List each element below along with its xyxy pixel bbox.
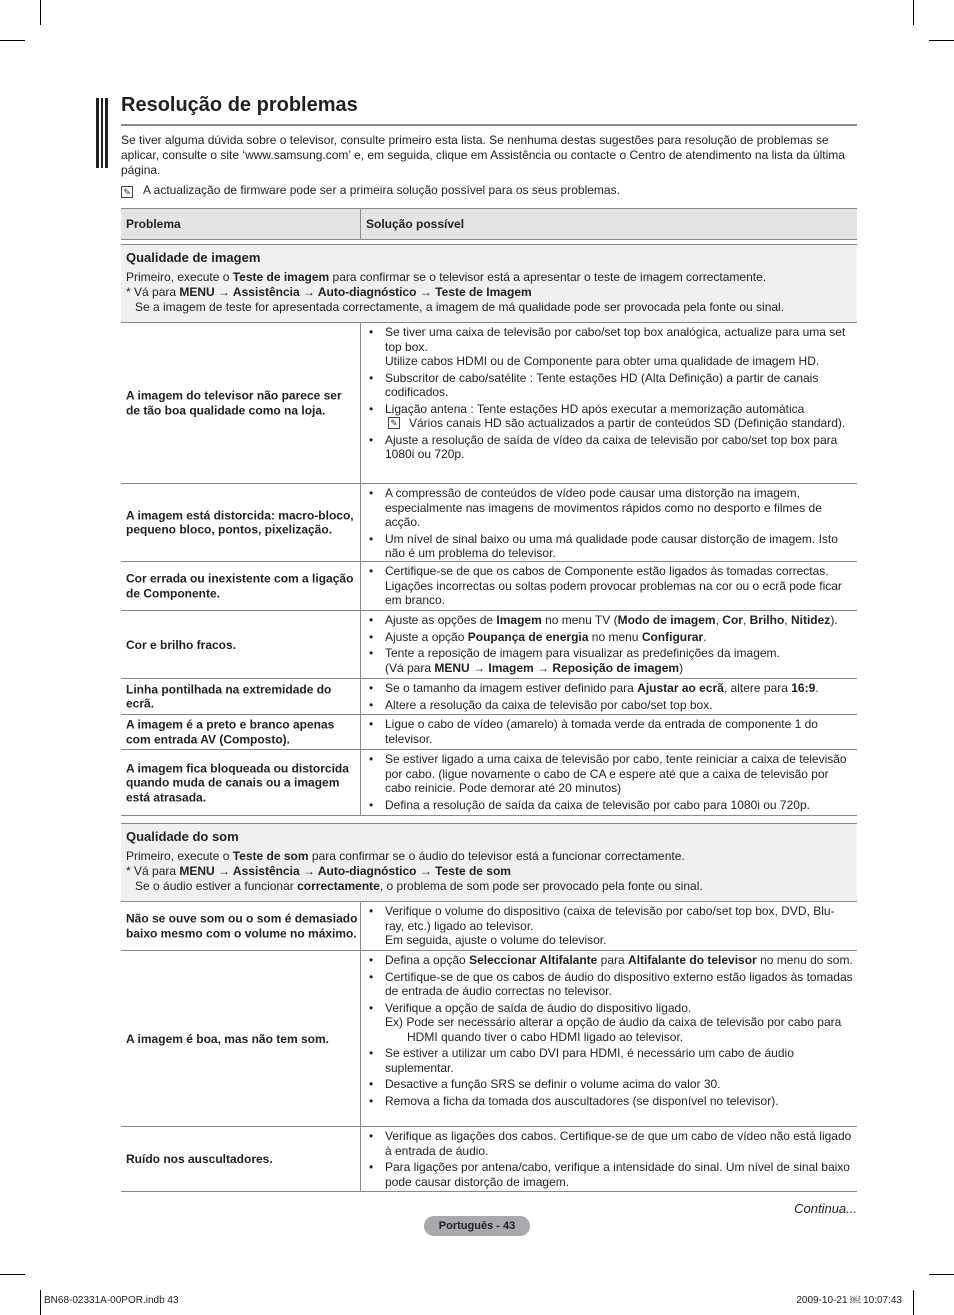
- crop-mark: [913, 1290, 914, 1315]
- solution-list: • Ajuste as opções de Imagem no menu TV (Modo de imagem, Cor, Brilho, Nitidez). • Ajuste a opção Poupança de energia no menu Configurar. • Tente a reposição de imagem para visualizar as predefinições da imagem. (Vá para MENU → Imagem → Reposição de imagem): [368, 613, 853, 677]
- firmware-note: [121, 183, 857, 198]
- title-decoration-bar: [96, 98, 99, 168]
- continued-label: Continua...: [794, 1201, 857, 1216]
- problem-text: Ruído nos auscultadores.: [126, 1151, 273, 1166]
- problem-text: Cor e brilho fracos.: [126, 637, 237, 652]
- section-title: Qualidade de imagem: [126, 250, 261, 265]
- solution-list: • Se estiver ligado a uma caixa de televisão por cabo, tente reiniciar a caixa de televisão por cabo. (ligue novamente o cabo de CA e espere até que a caixa de televisão por cabo reinicie. Pode demorar até 20 minutos) • Defina a resolução de saída da caixa de televisão por cabo para 1080i ou 720p.: [368, 752, 853, 814]
- table-row: [121, 484, 857, 562]
- crop-mark: [929, 40, 954, 41]
- table-row: [121, 322, 857, 484]
- crop-mark: [40, 0, 41, 25]
- section-line: Primeiro, execute o Teste de som para confirmar se o áudio do televisor está a funcionar correctamente.: [126, 849, 685, 863]
- section-line: * Vá para MENU → Assistência → Auto-diagnóstico → Teste de Imagem: [126, 285, 532, 299]
- table-row: [121, 750, 857, 816]
- problem-text: A imagem fica bloqueada ou distorcida quando muda de canais ou a imagem está atrasada.: [126, 760, 349, 804]
- section-line: Se o áudio estiver a funcionar correctamente, o problema de som pode ser provocado pela fonte ou sinal.: [135, 879, 703, 893]
- problem-text: A imagem é boa, mas não tem som.: [126, 1031, 329, 1046]
- section-picture-quality: [121, 244, 857, 322]
- footer-file: BN68-02331A-00POR.indb 43: [44, 1295, 179, 1306]
- solution-list: • Certifique-se de que os cabos de Componente estão ligados às tomadas correctas. Ligações incorrectas ou soltas podem provocar problemas na cor ou o ecrã pode ficar em branco.: [368, 564, 853, 610]
- intro-text: Se tiver alguma dúvida sobre o televisor, consulte primeiro esta lista. Se nenhuma destas sugestões para resolução de problemas se aplicar, consulte o site ‘www.samsung.com’ e, em seguida, clique em Assistência ou contacte o Centro de atendimento na lista da última página.: [121, 133, 845, 177]
- table-row: [121, 901, 857, 951]
- solution-list: • A compressão de conteúdos de vídeo pode causar uma distorção na imagem, especialmente nas imagens de movimentos rápidos como no desporto e filmes de acção. • Um nível de sinal baixo ou uma má qualidade pode causar distorção de imagem. Isto não é um problema do televisor.: [368, 486, 853, 563]
- crop-mark: [913, 0, 914, 25]
- memo-note-icon: ✎: [121, 186, 133, 198]
- solution-list: • Verifique as ligações dos cabos. Certifique-se de que um cabo de vídeo não está ligado à entrada de áudio. • Para ligações por antena/cabo, verifique a intensidade do sinal. Um nível de sinal baixo pode causar distorção de imagem.: [368, 1129, 853, 1191]
- section-line: Primeiro, execute o Teste de imagem para confirmar se o televisor está a apresentar o teste de imagem correctamente.: [126, 270, 767, 284]
- crop-mark: [929, 1274, 954, 1275]
- memo-note-icon: ✎: [388, 417, 400, 429]
- table-header: [121, 208, 857, 240]
- solution-list: • Se tiver uma caixa de televisão por cabo/set top box analógica, actualize para uma set top box. Utilize cabos HDMI ou de Componente para obter uma qualidade de imagem HD. • Subscritor de cabo/satélite : Tente estações HD (Alta Definição) a partir de canais codificados. • Ligação antena : Tente estações HD após executar a memorização automática ✎ Vários canais HD são actualizados a partir de conteúdos SD (Definição standard). • Ajuste a resolução de saída de vídeo da caixa de televisão por cabo/set top box para 1080i ou 720p.: [368, 325, 853, 464]
- header-solution: Solução possível: [366, 217, 465, 231]
- page-number-badge: Português - 43: [424, 1216, 530, 1236]
- page-title: Resolução de problemas: [121, 94, 358, 116]
- title-decoration-bar: [105, 98, 108, 168]
- section-sound-quality: [121, 823, 857, 901]
- table-row: [121, 562, 857, 611]
- section-line: * Vá para MENU → Assistência → Auto-diagnóstico → Teste de som: [126, 864, 511, 878]
- section-title: Qualidade do som: [126, 829, 239, 844]
- title-rule: [121, 124, 857, 126]
- solution-list: • Defina a opção Seleccionar Altifalante para Altifalante do televisor no menu do som. • Certifique-se de que os cabos de áudio do dispositivo externo estão ligados às tomadas de entrada de áudio correctas no televisor. • Verifique a opção de saída de áudio do dispositivo ligado. Ex) Pode ser necessário alterar a opção de áudio da caixa de televisão por cabo para HDMI quando tiver o cabo HDMI ligado ao televisor. • Se estiver a utilizar um cabo DVI para HDMI, é necessário um cabo de áudio suplementar. • Desactive a função SRS se definir o volume acima do valor 30. • Remova a ficha da tomada dos auscultadores (se disponível no televisor).: [368, 953, 853, 1110]
- crop-mark: [0, 1274, 25, 1275]
- problem-text: A imagem está distorcida: macro-bloco, pequeno bloco, pontos, pixelização.: [126, 508, 354, 537]
- problem-text: Não se ouve som ou o som é demasiado baixo mesmo com o volume no máximo.: [126, 911, 358, 940]
- crop-mark: [0, 40, 25, 41]
- title-decoration-bar: [101, 98, 103, 168]
- table-row: [121, 715, 857, 750]
- problem-text: Cor errada ou inexistente com a ligação de Componente.: [126, 571, 354, 600]
- table-row: [121, 1127, 857, 1192]
- problem-text: A imagem é a preto e branco apenas com entrada AV (Composto).: [126, 717, 335, 746]
- problem-text: Linha pontilhada na extremidade do ecrã.: [126, 682, 332, 711]
- header-problem: Problema: [126, 217, 181, 231]
- crop-mark: [40, 1290, 41, 1315]
- section-line: Se a imagem de teste for apresentada correctamente, a imagem de má qualidade pode ser provocada pela fonte ou sinal.: [135, 300, 785, 314]
- solution-list: • Se o tamanho da imagem estiver definido para Ajustar ao ecrã, altere para 16:9. • Altere a resolução da caixa de televisão por cabo/set top box.: [368, 681, 853, 714]
- solution-list: • Ligue o cabo de vídeo (amarelo) à tomada verde da entrada de componente 1 do televisor.: [368, 717, 853, 748]
- table-row: [121, 679, 857, 715]
- note-text: A actualização de firmware pode ser a primeira solução possível para os seus problemas.: [143, 183, 620, 197]
- solution-list: • Verifique o volume do dispositivo (caixa de televisão por cabo/set top box, DVD, Blu-ray, etc.) ligado ao televisor. Em seguida, ajuste o volume do televisor.: [368, 904, 853, 950]
- table-row: [121, 611, 857, 679]
- table-row: [121, 951, 857, 1127]
- footer-timestamp: 2009-10-21 ￼ 10:07:43: [796, 1295, 902, 1306]
- problem-text: A imagem do televisor não parece ser de tão boa qualidade como na loja.: [126, 388, 342, 417]
